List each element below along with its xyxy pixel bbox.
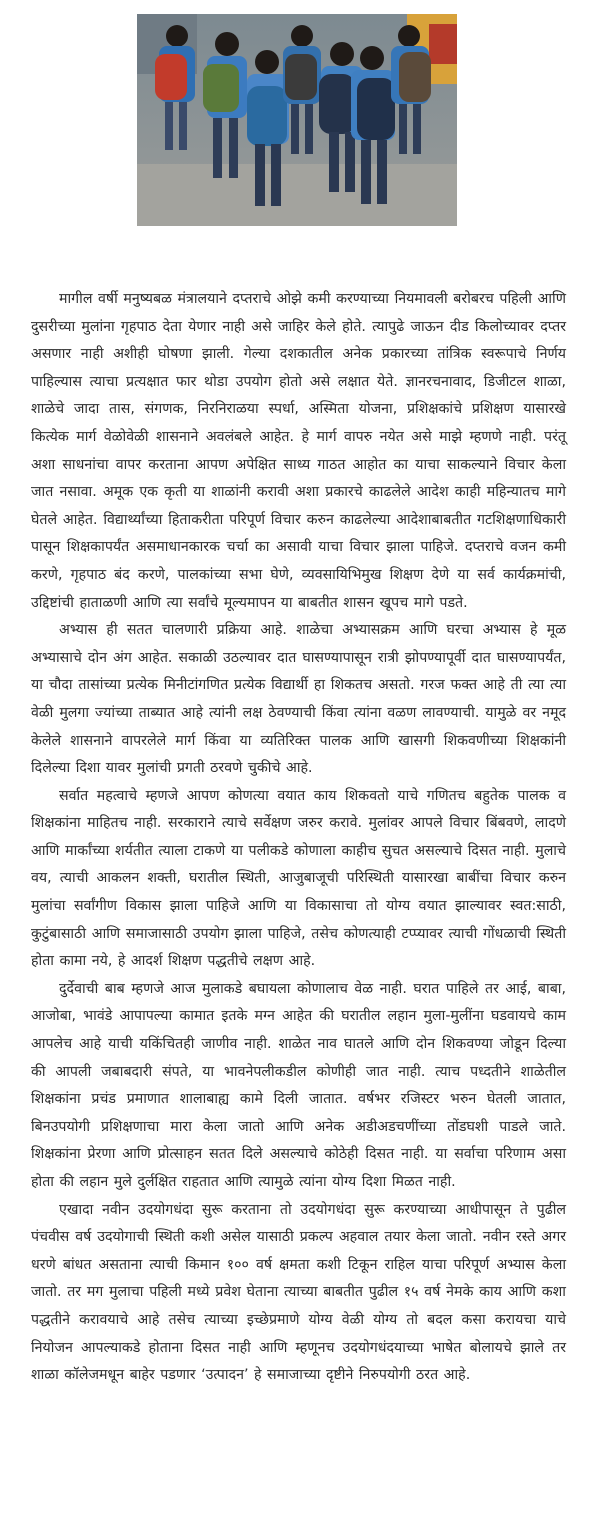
article-body <box>31 286 566 1390</box>
article-paragraph: दुर्देवाची बाब म्हणजे आज मुलाकडे बघायला कोणालाच वेळ नाही. घरात पाहिले तर आई, बाबा, आजोबा, भावंडे आपापल्या कामात इतके मग्न आहेत की घरातील लहान मुला-मुलींना घडवायचे काम आपलेच आहे याची यकिंचितही जाणीव नाही. शाळेत नाव घातले आणि दोन शिकवण्या जोडून दिल्या की आपली जबाबदारी संपते, या भावनेपलीकडील कोणीही जात नाही. त्याच पध्दतीने शाळेतील शिक्षकांना प्रचंड प्रमाणात शालाबाह्य कामे दिली जातात. वर्षभर रजिस्टर भरुन घेतली जातात, बिनउपयोगी प्रशिक्षणाचा मारा केला जातो आणि अनेक अडीअडचणींच्या तोंडघशी पाडले जाते. शिक्षकांना प्रेरणा आणि प्रोत्साहन सतत दिले असल्याचे कोठेही दिसत नाही. या सर्वाचा परिणाम असा होता की लहान मुले दुर्लक्षित राहतात आणि त्यामुळे त्यांना योग्य दिशा मिळत नाही. <box>31 980 566 1190</box>
article-paragraph: अभ्यास ही सतत चालणारी प्रक्रिया आहे. शाळेचा अभ्यासक्रम आणि घरचा अभ्यास हे मूळ अभ्यासाचे दोन अंग आहेत. सकाळी उठल्यावर दात घासण्यापासून रात्री झोपण्यापूर्वी दात घासण्यापर्यंत, या चौदा तासांच्या प्रत्येक मिनीटांगणित प्रत्येक विद्यार्थी हा शिकतच असतो. गरज फक्त आहे ती त्या त्या वेळी मुलगा ज्यांच्या ताब्यात आहे त्यांनी लक्ष ठेवण्याची किंवा त्यांना वळण लावण्याची. यामुळे वर नमूद केलेले शासनाने वापरलेले मार्ग किंवा या व्यतिरिक्त पालक आणि खासगी शिकवणीच्या शिक्षकांनी दिलेल्या दिशा यावर मुलांची प्रगती ठरवणे चुकीचे आहे. <box>31 622 566 777</box>
photo-illustration <box>137 14 457 226</box>
article-paragraph: एखादा नवीन उदयोगधंदा सुरू करताना तो उदयोगधंदा सुरू करण्याच्या आधीपासून ते पुढील पंचवीस वर्ष उदयोगाची स्थिती कशी असेल यासाठी प्रकल्प अहवाल तयार केला जातो. नवीन रस्ते अगर धरणे बांधत असताना त्याची किमान १०० वर्ष क्षमता कशी टिकून राहिल याचा परिपूर्ण अभ्यास केला जातो. तर मग मुलाचा पहिली मध्ये प्रवेश घेताना त्याच्या बाबतीत पुढील १५ वर्ष नेमके काय आणि कशा पद्धतीने करावयाचे आहे तसेच त्याच्या इच्छेप्रमाणे योग्य वेळी योग्य तो बदल कसा करायचा याचे नियोजन आपल्याकडे होताना दिसत नाही आणि म्हणूनच उदयोगधंदयाच्या भाषेत बोलायचे झाले तर शाळा कॉलेजमधून बाहेर पडणार ‘उत्पादन’ हे समाजाच्या दृष्टीने निरुपयोगी ठरत आहे. <box>31 1201 566 1384</box>
article-paragraph: सर्वात महत्वाचे म्हणजे आपण कोणत्या वयात काय शिकवतो याचे गणितच बहुतेक पालक व शिक्षकांना माहितच नाही. सरकाराने त्याचे सर्वेक्षण जरुर करावे. मुलांवर आपले विचार बिंबवणे, लादणे आणि मार्कांच्या शर्यतीत त्याला टाकणे या पलीकडे कोणाला काहीच सुचत असल्याचे दिसत नाही. मुलाचे वय, त्याची आकलन शक्ती, घरातील स्थिती, आजुबाजूची परिस्थिती यासारखा बाबींचा विचार करुन मुलांचा सर्वांगीण विकास झाला पाहिजे आणि या विकासाचा तो योग्य वयात झाल्यावर स्वत:साठी, कुटुंबासाठी आणि समाजासाठी उपयोग झाला पाहिजे, तसेच कोणत्याही टप्प्यावर त्याची गोंधळाची स्थिती होता कामा नये, हे आदर्श शिक्षण पद्धतीचे लक्षण आहे. <box>31 787 566 970</box>
schoolchildren-backpacks-photo <box>137 14 457 226</box>
article-paragraph: मागील वर्षी मनुष्यबळ मंत्रालयाने दप्तराचे ओझे कमी करण्याच्या नियमावली बरोबरच पहिली आणि दुसरीच्या मुलांना गृहपाठ देता येणार नाही असे जाहिर केले होते. त्यापुढे जाऊन दीड किलोच्यावर दप्तर असणार नाही अशीही घोषणा झाली. गेल्या दशकातील अनेक प्रकारच्या तांत्रिक स्वरूपाचे निर्णय पाहिल्यास त्याचा प्रत्यक्षात फार थोडा उपयोग होतो असे लक्षात येते. ज्ञानरचनावाद, डिजीटल शाळा, शाळेचे जादा तास, संगणक, निरनिराळया स्पर्धा, अस्मिता योजना, प्रशिक्षकांचे प्रशिक्षण यासारखे कित्येक मार्ग वेळोवेळी शासनाने अवलंबले आहेत. हे मार्ग वापरु नयेत असे माझे म्हणणे नाही. परंतू अशा साधनांचा वापर करताना आपण अपेक्षित साध्य गाठत आहोत का याचा साकल्याने विचार केला जात नसावा. अमूक एक कृती या शाळांनी करावी अशा प्रकारचे काढलेले आदेश काही महिन्यातच मागे घेतले आहेत. विद्यार्थ्यांच्या हिताकरीता परिपूर्ण विचार करुन काढलेल्या आदेशाबाबतीत गटशिक्षणाधिकारी पासून शिक्षकापर्यंत असमाधानकारक चर्चा का असावी याचा विचार झाला पाहिजे. दप्तराचे वजन कमी करणे, गृहपाठ बंद करणे, पालकांच्या सभा घेणे, व्यवसायिभिमुख शिक्षण देणे या सर्व कार्यक्रमांची, उद्दिष्टांची हाताळणी आणि त्या सर्वांचे मूल्यमापन या बाबतीत शासन खूपच मागे पडते. <box>31 291 566 611</box>
